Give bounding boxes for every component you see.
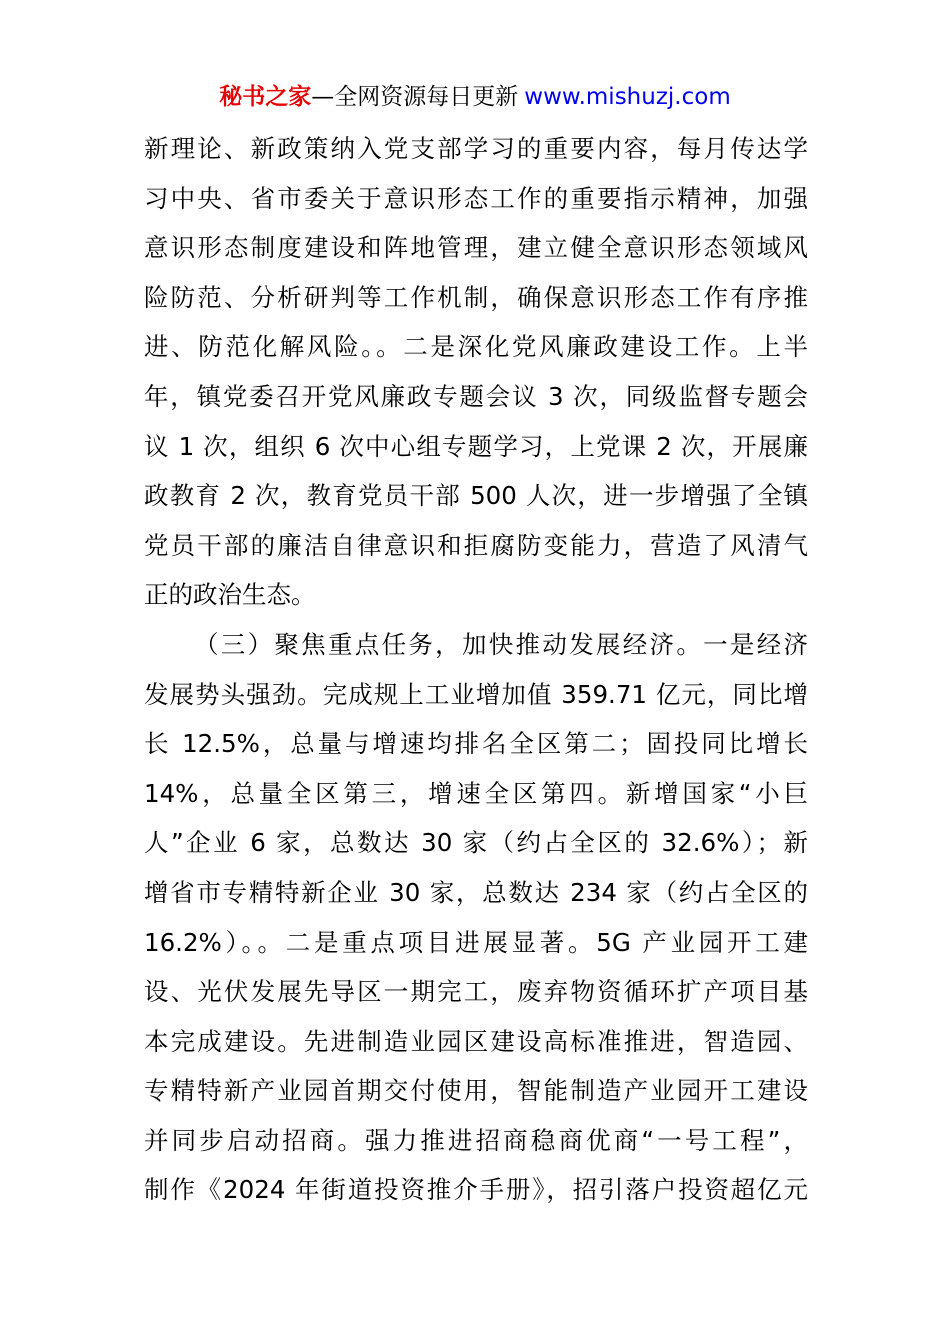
text-line: 政教育 2 次，教育党员干部 500 人次，进一步增强了全镇 [144,481,808,511]
text-line: 习中央、省市委关于意识形态工作的重要指示精神，加强 [144,183,808,213]
text-line: 增省市专精特新企业 30 家，总数达 234 家（约占全区的 [144,877,808,907]
document-body [144,124,808,1215]
text-line: 新理论、新政策纳入党支部学习的重要内容，每月传达学 [144,134,808,163]
site-header [0,80,950,114]
text-line: 意识形态制度建设和阵地管理，建立健全意识形态领域风 [144,233,808,263]
text-line: 人”企业 6 家，总数达 30 家（约占全区的 32.6%）；新 [144,828,808,858]
text-line: 并同步启动招商。强力推进招商稳商优商“一号工程”， [144,1125,808,1155]
paragraph-end-line: 正的政治生态。 [144,580,316,610]
text-line: 险防范、分析研判等工作机制，确保意识形态工作有序推 [144,282,808,312]
text-line: 设、光伏发展先导区一期完工，废弃物资循环扩产项目基 [144,977,808,1007]
text-line: 进、防范化解风险。。二是深化党风廉政建设工作。上半 [144,332,808,362]
text-line: 党员干部的廉洁自律意识和拒腐防变能力，营造了风清气 [144,530,808,560]
text-line: 发展势头强劲。完成规上工业增加值 359.71 亿元，同比增 [144,679,808,709]
text-line: 年，镇党委召开党风廉政专题会议 3 次，同级监督专题会 [144,381,808,411]
text-line: 14%，总量全区第三，增速全区第四。新增国家“小巨 [144,778,808,808]
text-line: 专精特新产业园首期交付使用，智能制造产业园开工建设 [144,1076,808,1106]
site-url-link[interactable]: www.mishuzj.com [524,84,731,110]
site-tagline: —全网资源每日更新 [311,84,519,110]
section-heading-line: （三）聚焦重点任务，加快推动发展经济。一是经济 [194,629,808,659]
text-line: 制作《2024 年街道投资推介手册》，招引落户投资超亿元 [144,1175,808,1205]
site-brand: 秘书之家 [219,84,312,110]
text-line: 议 1 次，组织 6 次中心组专题学习，上党课 2 次，开展廉 [144,431,808,461]
text-line: 长 12.5%，总量与增速均排名全区第二；固投同比增长 [144,729,808,759]
text-line: 本完成建设。先进制造业园区建设高标准推进，智造园、 [144,1026,808,1056]
text-line: 16.2%）。。二是重点项目进展显著。5G 产业园开工建 [144,927,808,957]
